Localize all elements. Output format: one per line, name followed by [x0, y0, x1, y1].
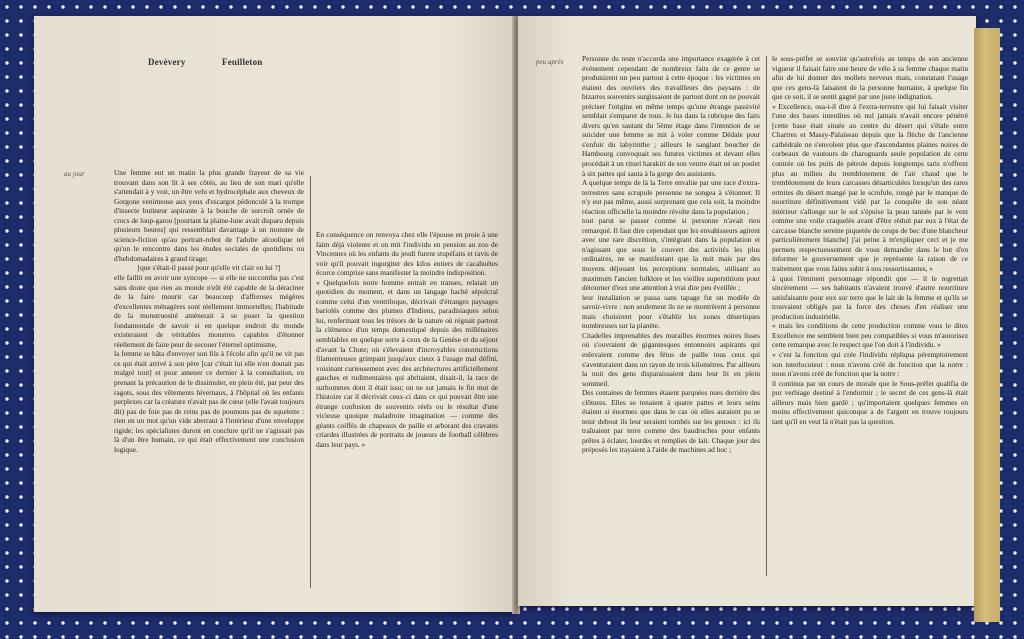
paragraph: Des centaines de femmes étaient parquées nues derrière des clôtures. Elles se tenaient à quatre pattes et leurs seins étaient si énormes que dans le cas où elles auraient pu se tenir debout ils leur seraient tombés sur les genoux : ici ils traînaient par terre comme des baudruches pour enfants prêtes à éclater, lourdes et remplies de lait. Chaque jour des préposés les trayaient à l'aide de machines ad hoc ; [582, 388, 760, 455]
left-column-1 [114, 168, 304, 454]
paragraph: « mais les conditions de cette production comme vous le dites Excellence me semblent bien peu compatibles si vous m'autorisez cette remarque avec le respect que l'on doit à l'individu. » [772, 321, 968, 350]
paragraph: leur installation se passa sans tapage fut un modèle de savoir-vivre : non seulement ils ne se montrèrent à personne mais choisirent pour s'établir les zones désertiques nombreuses sur la planète. [582, 292, 760, 331]
left-column-2 [316, 230, 498, 450]
right-column-2 [772, 54, 968, 426]
paragraph: à quoi l'éminent personnage répondit que — il le regrettait sincèrement — ses habitants n'avaient trouvé d'autre nourriture satisfaisante pour eux sur terre que le lait de la femme et qu'ils se trouvaient obligés par la force des choses d'en réaliser une production industrielle. [772, 273, 968, 321]
right-page [518, 16, 976, 606]
running-head-author: Devèvery [148, 57, 186, 67]
paragraph: [que s'était-il passé pour qu'elle vit clair en lui ?] [137, 263, 281, 273]
paragraph: il continua par un cours de morale que le Sous-préfet qualifia de pur verbiage destiné à l'endormir ; le secret de ces gens-là était ailleurs mais bien gardé ; qu'importaient quelques femmes en moins effectivement quiconque a de l'argent en trouve toujours tant qu'il en veut là n'était pas la question. [772, 378, 968, 426]
paragraph: En conséquence on renvoya chez elle l'épouse en proie à une faim déjà violente et on mit l'individu en pension au zoo de Vincennes où les enfants du jeudi furent stupéfaits et ravis de voir qu'il pouvait ingurgiter des kilos entiers de cacahuètes écorce comprise sans manifester la moindre indisposition. [316, 230, 498, 278]
paragraph: Citadelles imprenables des murailles énormes noires lisses où s'ouvraient de gigantesques entonnoirs aspirants qui enlevaient comme des fétus de paille tous ceux qui s'aventuraient dans un rayon de trois kilomètres. Par ailleurs la nuit des gens disparaissaient dans leur lit en plein sommeil. [582, 330, 760, 388]
paragraph: A quelque temps de là la Terre envahie par une race d'extra-terrestres sans scrupule personne ne songea à s'étonner. Il n'y eut pas même, aussi surprenant que cela soit, la moindre réaction officielle la moindre révolte dans la population ; [582, 178, 760, 216]
paragraph: la femme se hâta d'envoyer son fils à l'école afin qu'il ne vit pas ce qui était arrivé à son père [car c'était lui elle n'en doutait pas malgré tout] et pour amener ce dernier à la consultation, en prenant la précaution de le dissimuler, en plein été, par peur des ragots, sous des vêtements hivernaux, à l'hôpital où les enfants perplexes car la créature n'avait pas de cœur (elle l'avait toujours dit) pas de foie pas de reins pas de poumons pas de squelette : rien en un mot qu'un vide aberrant à l'intérieur d'une enveloppe rigide; les spécialistes durent en conclure qu'il ne s'agissait pas là d'un être humain, ce qui était effectivement une conclusion logique. [114, 349, 304, 454]
left-page [34, 16, 514, 612]
open-booklet [28, 16, 1000, 622]
column-rule [310, 176, 311, 588]
paragraph: Une femme eut un matin la plus grande frayeur de sa vie trouvant dans son lit à ses côtés, au lieu de son mari qu'elle s'attendait à y voir, un être velu et hydrocéphale aux cheveux de Gorgone venimeuse aux yeux d'escargot pédonculé à la trompe d'insecte butineur aspirante à la bouche de surcroît ornée de crocs de loup-garou [pourtant la plaine-lune avait disparu depuis plusieurs heures] qui ressemblait davantage à un monstre de science-fiction qu'au portrait-robot de l'adulte alcoolique tel qu'on le rencontre dans les études sociales de quotidiens ou d'hebdomadaires à grand tirage; [114, 168, 304, 263]
cover-edge [974, 28, 1000, 622]
margin-note: au jour [64, 170, 85, 178]
margin-note: peu après [536, 58, 564, 66]
paragraph: elle faillit en avoir une syncope — si elle ne succomba pas c'est sans doute que rien au monde n'eût été capable de la déraciner de la faire mourir car beaucoup d'affreuses mégères d'excellentes ménagères sont réellement immortelles; l'habitude de la monstruosité amènerait à se poser la question fondamentale de savoir si en quelque endroit du monde existeraient de véritables monstres capables d'étonner réellement de faire peur de secouer l'éternel optimisme, [114, 273, 304, 349]
paragraph: Personne du reste n'accorda une importance exagérée à cet événement cependant de nombreux faits de ce genre se produisirent un peu partout à cette époque : les victimes en étaient des ouvriers des travailleurs des paysans : de bizarres souvenirs surgissaient de partout dont on ne pouvait préciser l'origine en même temps qu'une étrange passivité semblait s'emparer de tous. Je lus dans la rubrique des faits divers qu'en sautant du 5ème étage dans l'intention de se suicider une femme se mit à voler comme Dédale pour s'enfuir du labyrinthe ; ailleurs le sanglant boucher de Hambourg convoquait ses futures victimes et devant elles procédait à un rituel harakiri de son ventre était né un poulet à six pattes qui sauta à la gorge des assistants. [582, 54, 760, 178]
paragraph: tout parut se passer comme si personne n'avait rien remarqué. Il faut dire cependant que les envahisseurs agirent avec une rare discrétion, s'intégrant dans la population et n'agissant que sous le couvert des activités les plus ordinaires, ne se manifestant que la nuit mais par des moyens déjouant les perceptions normales, utilisant au maximum l'ancien folklore et les vieilles superstitions pour détourner d'eux une attention à vrai dire peu éveillée ; [582, 216, 761, 293]
paragraph: « c'est la fonction qui crée l'individu répliqua péremptoirement son interlocuteur : nous n'avons créé de fonction que la notre : nous n'avons créé de fonction que la notre : [772, 349, 968, 379]
paragraph: le sous-préfet se souvint qu'autrefois au temps de son ancienne vigueur il faisait faire une heure de vélo à sa femme chaque matin afin de lui donner des mollets nerveux mais, constatant l'usage que ces gens-là faisaient de la personne humaine, à quelque fin que ce soit, il se sentit gagné par une juste indignation. [772, 54, 968, 102]
column-rule [766, 56, 767, 576]
running-head-section: Feuilleton [222, 57, 263, 67]
right-column-1 [582, 54, 760, 455]
paragraph: « Quelquefois notre homme entrait en transes, relatait un quotidien du moment, et dans un langage haché sépulcral comme celui d'un ventriloque, décrivait d'étranges paysages bariolés comme des plumes d'Indiens, paradisiaques selon lui, renfermant tous les trésors de la nature où régnait partout la clémence d'un temps domestiqué depuis des millénaires semblables en quelque sorte à ceux de la Genèse et du séjour d'avant la Chute; où s'élevaient d'incroyables constructions filamenteuses grimpant jusqu'aux cieux à l'usage mal défini, voisinant curieusement avec des architectures artificiellement gauches et rudimentaires qui abritaient, disait-il, la race de surhommes dont il était issu; on ne sut jamais le fin mot de l'histoire car il décrivait ceux-ci dans ce qui pouvait être une étrange confusion de souvenirs réels ou le résultat d'une vicieuse quoique maladroite imagination — comme des géants coiffés de chapeaux de paille et arborant des cravates criardes illustrées de portraits de joueurs de football célèbres dans leur pays. » [316, 277, 498, 450]
paragraph: « Excellence, osa-t-il dire à l'extra-terrestre qui lui faisait visiter l'une des bases interdites où nul jamais n'avait encore pénétré [cette base était située au centre du désert qui s'étale entre Chartres et Massy-Palaiseau depuis que la flèche de l'ancienne cathédrale ne s'envolent plus que d'ascendantes plaines noires de corbeaux de vautours de charognards seule population de cette contrée où les puits de pétrole depuis longtemps taris n'offrent plus au milieu du tremblotement de l'air chaud que le tremblotement de leurs carcasses désarticulées lorsqu'un des rares ermites du désert mangé par le scrofule, rongé par le manque de nourriture définitivement vidé par la conquête de son néant intérieur s'allonge sur le sol s'épuise la peau tannée par le vent comme une voile craquelée avant d'être réduit par eux à l'état de carcasse blanche sereine piquetée de coups de bec d'une blancheur particulièrement blanche] j'ai peine à m'expliquer ceci et je me permets respectueusement de vous demander dans le but d'en informer le gouvernement que je représente la raison de ce traitement que vous faites subir à nos ressortissantes, » [772, 101, 968, 274]
